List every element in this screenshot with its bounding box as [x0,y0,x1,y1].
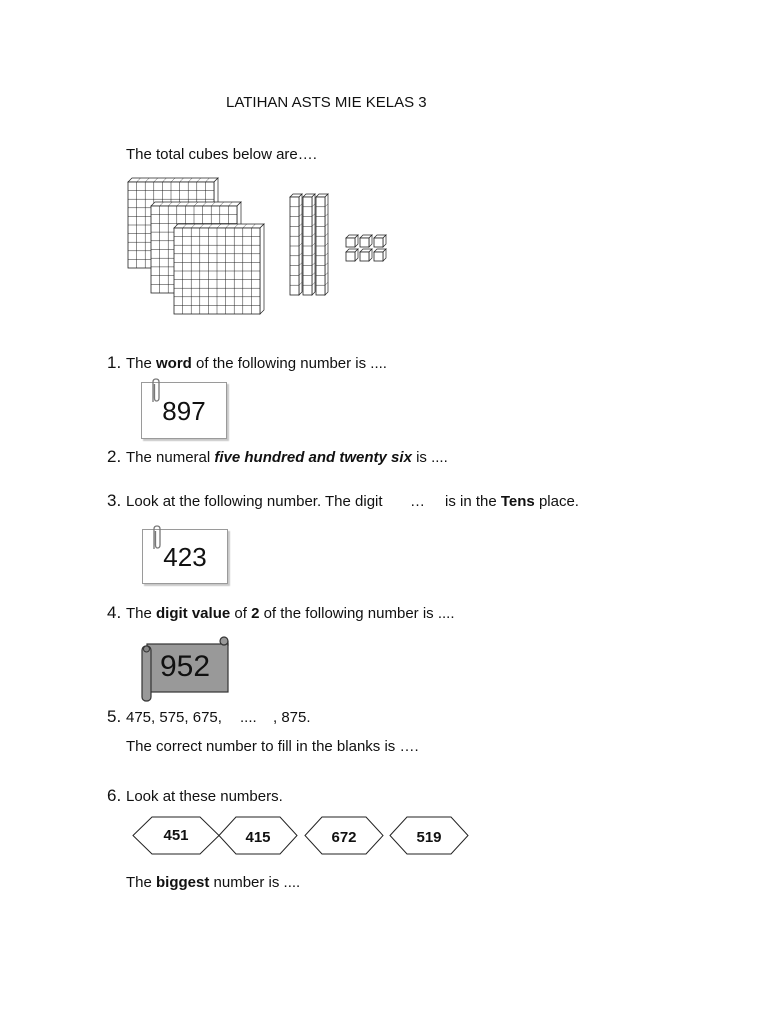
question-6-prompt: The biggest number is .... [126,874,301,891]
unit-cube-block [374,249,386,261]
question-3-text-end: is in the Tens place. [445,493,579,510]
question-3-number: 3. [107,491,122,510]
ten-rod-block [316,194,328,295]
question-5-blank: .... [240,709,257,726]
paperclip-icon [149,378,163,406]
question-1-text: The word of the following number is .... [126,355,387,372]
unit-cube-block [346,235,358,247]
question-2-text: The numeral five hundred and twenty six is .... [126,449,448,466]
question-5-number: 5. [107,707,122,726]
unit-cube-block [360,235,372,247]
question-6-number: 6. [107,786,122,805]
question-4-text: The digit value of 2 of the following number is .... [126,605,455,622]
hundred-flat-block [174,224,264,314]
ten-rod-block [290,194,302,295]
question-5-prompt: The correct number to fill in the blanks is …. [126,738,419,755]
page-title: LATIHAN ASTS MIE KELAS 3 [226,94,427,111]
question-2-number: 2. [107,447,122,466]
question-4-scroll-value: 952 [160,650,211,683]
question-1-number: 1. [107,353,122,372]
unit-cube-block [360,249,372,261]
question-3-blank: … [410,493,425,510]
question-4-number: 4. [107,603,122,622]
question-3-card-value: 423 [163,541,207,572]
question-3-text: Look at the following number. The digit [126,493,383,510]
hexagon-number: 672 [331,829,357,846]
question-5-sequence-end: , 875. [273,709,311,726]
ten-rod-block [303,194,315,295]
base-ten-blocks-graphic [0,0,768,400]
unit-cube-block [346,249,358,261]
hexagon-number: 451 [163,827,189,844]
question-6-text: Look at these numbers. [126,788,283,805]
hexagon-number: 415 [245,829,271,846]
question-1-card-value: 897 [162,395,206,426]
intro-text: The total cubes below are…. [126,146,317,163]
hexagon-number: 519 [416,829,442,846]
unit-cube-block [374,235,386,247]
paperclip-icon [150,525,164,553]
question-5-sequence: 475, 575, 675, [126,709,222,726]
